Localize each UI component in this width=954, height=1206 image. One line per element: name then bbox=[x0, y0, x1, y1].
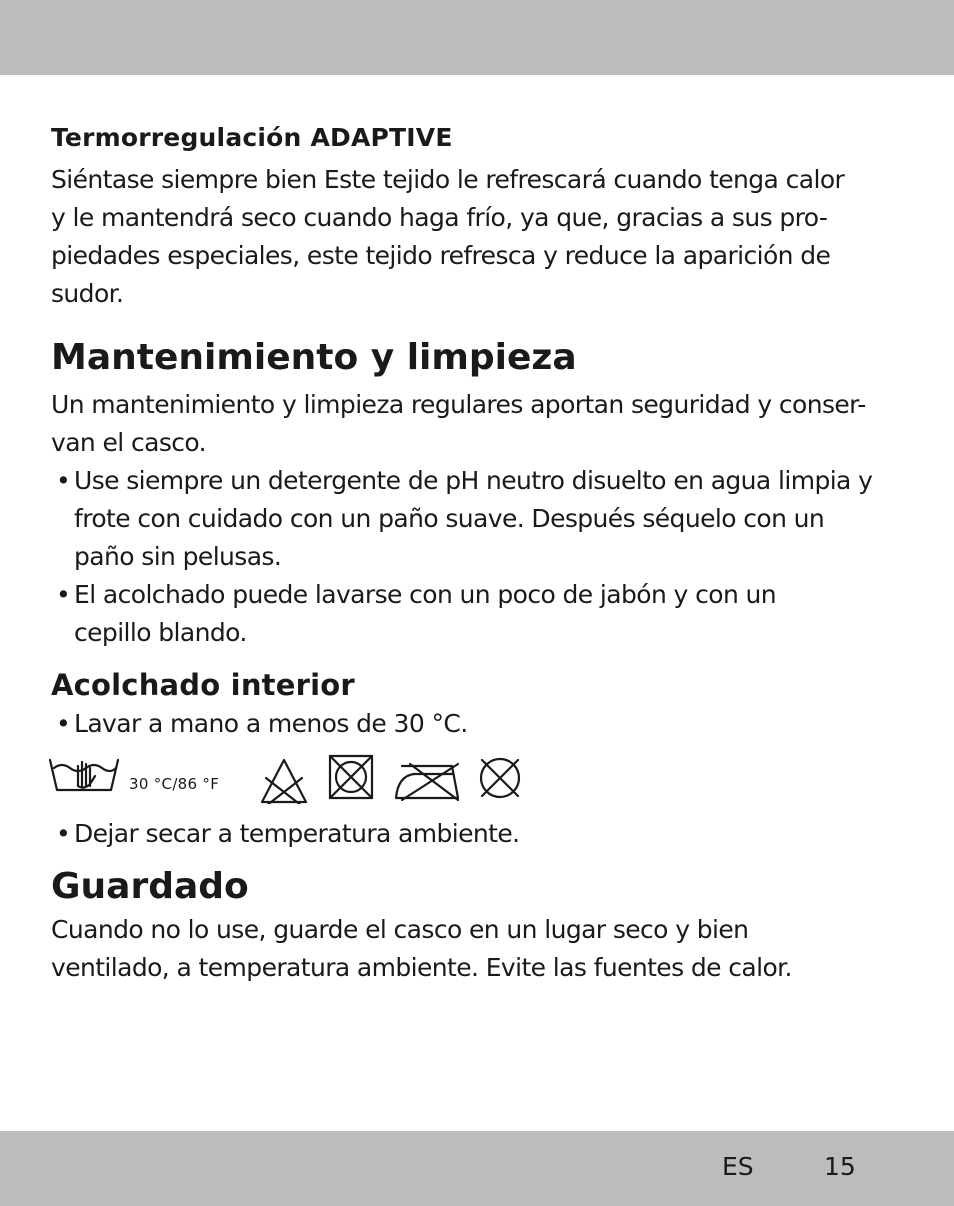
text-line: Dejar secar a temperatura ambiente. bbox=[74, 819, 520, 848]
bullet-item-hand-wash bbox=[56, 705, 934, 743]
no-tumble-dry-icon bbox=[330, 756, 372, 798]
footer-language: ES bbox=[722, 1152, 754, 1181]
text-line: El acolchado puede lavarse con un poco de jabón y con un bbox=[74, 580, 777, 609]
text-line: Lavar a mano a menos de 30 °C. bbox=[74, 709, 468, 738]
text-line: cepillo blando. bbox=[74, 618, 247, 647]
thermoregulation-paragraph bbox=[51, 161, 911, 313]
text-line: Cuando no lo use, guarde el casco en un lugar seco y bien bbox=[51, 915, 749, 944]
storage-paragraph bbox=[51, 911, 911, 987]
footer-band bbox=[0, 1131, 954, 1206]
bullet-item-detergent bbox=[56, 462, 934, 576]
header-band bbox=[0, 0, 954, 75]
hand-wash-icon bbox=[50, 760, 118, 790]
page-number: 15 bbox=[824, 1152, 856, 1181]
text-line: sudor. bbox=[51, 279, 124, 308]
care-symbols bbox=[48, 752, 538, 804]
no-dry-clean-icon bbox=[481, 759, 519, 797]
text-line: van el casco. bbox=[51, 428, 207, 457]
maintenance-intro bbox=[51, 386, 911, 462]
bullet-item-dry bbox=[56, 815, 934, 853]
no-bleach-icon bbox=[262, 760, 306, 804]
text-line: Siéntase siempre bien Este tejido le refrescará cuando tenga calor bbox=[51, 165, 845, 194]
text-line: paño sin pelusas. bbox=[74, 542, 282, 571]
text-line: Use siempre un detergente de pH neutro disuelto en agua limpia y bbox=[74, 466, 873, 495]
text-line: ventilado, a temperatura ambiente. Evite las fuentes de calor. bbox=[51, 953, 792, 982]
no-iron-icon bbox=[396, 764, 458, 800]
bullet-item-padding bbox=[56, 576, 934, 652]
text-line: y le mantendrá seco cuando haga frío, ya que, gracias a sus pro- bbox=[51, 203, 828, 232]
wash-temperature-label: 30 °C/86 °F bbox=[129, 775, 220, 793]
text-line: frote con cuidado con un paño suave. Después séquelo con un bbox=[74, 504, 825, 533]
section-heading-maintenance: Mantenimiento y limpieza bbox=[51, 337, 577, 378]
section-heading-thermoregulation: Termorregulación ADAPTIVE bbox=[51, 123, 453, 152]
section-heading-inner-padding: Acolchado interior bbox=[51, 668, 355, 702]
section-heading-storage: Guardado bbox=[51, 866, 249, 907]
text-line: piedades especiales, este tejido refresca y reduce la aparición de bbox=[51, 241, 831, 270]
text-line: Un mantenimiento y limpieza regulares aportan seguridad y conser- bbox=[51, 390, 866, 419]
